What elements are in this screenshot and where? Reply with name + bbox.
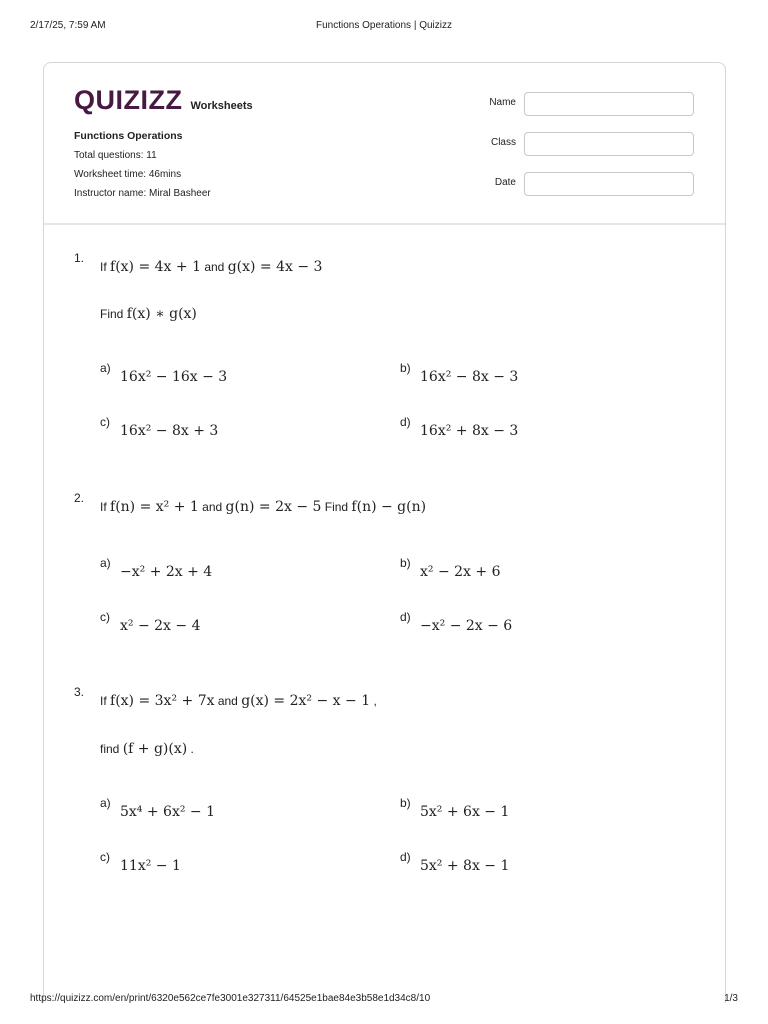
worksheet-header <box>44 63 725 225</box>
option-value: 5x⁴ + 6x² − 1 <box>120 804 215 820</box>
text-part: and <box>198 500 226 514</box>
print-header <box>30 20 738 34</box>
text-part: find <box>100 742 123 756</box>
option-value: 11x² − 1 <box>120 858 181 874</box>
math-part: f(x) = 3x² + 7x <box>110 693 215 709</box>
class-label: Class <box>490 137 516 148</box>
logo-wordmark: QUIZIZZ <box>74 85 183 115</box>
print-datetime: 2/17/25, 7:59 AM <box>30 20 106 31</box>
date-field-row <box>474 172 694 196</box>
option-label: c) <box>100 610 110 624</box>
option-value: 16x² + 8x − 3 <box>420 423 519 439</box>
math-part: f(x) = 4x + 1 <box>110 259 201 275</box>
instructor-name: Instructor name: Miral Basheer <box>74 188 211 199</box>
name-field-row <box>474 92 694 116</box>
option-label: a) <box>100 361 111 375</box>
question-text-line <box>100 306 197 322</box>
math-part: g(n) = 2x − 5 <box>225 499 322 515</box>
print-page-title: Functions Operations | Quizizz <box>316 20 452 31</box>
worksheet-title: Functions Operations <box>74 130 183 142</box>
option-label: a) <box>100 556 111 570</box>
class-field-row <box>474 132 694 156</box>
math-part: g(x) = 2x² − x − 1 <box>241 693 371 709</box>
question-number: 1. <box>74 251 85 265</box>
option-label: d) <box>400 610 411 624</box>
question-text-line <box>100 741 194 757</box>
name-field[interactable] <box>524 92 694 116</box>
option-label: c) <box>100 850 110 864</box>
math-part: f(n) − g(n) <box>351 499 427 515</box>
option-label: d) <box>400 415 411 429</box>
worksheet-meta <box>74 127 211 203</box>
text-part: . <box>187 742 194 756</box>
math-part: g(x) = 4x − 3 <box>227 259 323 275</box>
option-label: c) <box>100 415 110 429</box>
text-part: If <box>100 694 111 708</box>
print-footer <box>30 993 738 1007</box>
option-value: 16x² − 8x + 3 <box>120 423 219 439</box>
math-part: (f + g)(x) <box>122 741 188 757</box>
class-field[interactable] <box>524 132 694 156</box>
option-value: 16x² − 8x − 3 <box>420 369 519 385</box>
math-part: f(x) ∗ g(x) <box>126 306 197 322</box>
text-part: and <box>201 260 228 274</box>
math-part: f(n) = x² + 1 <box>110 499 199 515</box>
date-field[interactable] <box>524 172 694 196</box>
name-label: Name <box>489 97 516 108</box>
option-value: −x² + 2x + 4 <box>120 564 213 580</box>
text-part: and <box>214 694 242 708</box>
print-url: https://quizizz.com/en/print/6320e562ce7fe3001e327311/64525e1bae84e3b58e1d34c8/10 <box>30 993 431 1004</box>
option-value: 5x² + 8x − 1 <box>420 858 510 874</box>
worksheet <box>43 62 726 1003</box>
question-text-line <box>100 499 426 515</box>
worksheet-time: Worksheet time: 46mins <box>74 169 182 180</box>
question-text-line <box>100 693 377 709</box>
option-value: x² − 2x + 6 <box>420 564 501 580</box>
option-label: b) <box>400 361 411 375</box>
question-number: 2. <box>74 491 85 505</box>
question-number: 3. <box>74 685 85 699</box>
option-label: a) <box>100 796 111 810</box>
option-label: b) <box>400 796 411 810</box>
option-label: d) <box>400 850 411 864</box>
option-value: 16x² − 16x − 3 <box>120 369 228 385</box>
date-label: Date <box>494 177 516 188</box>
option-value: x² − 2x − 4 <box>120 618 201 634</box>
text-part: Find <box>100 307 127 321</box>
text-part: , <box>370 694 377 708</box>
text-part: If <box>100 260 111 274</box>
option-value: −x² − 2x − 6 <box>420 618 513 634</box>
option-value: 5x² + 6x − 1 <box>420 804 510 820</box>
text-part: Find <box>321 500 352 514</box>
option-label: b) <box>400 556 411 570</box>
page-indicator: 1/3 <box>724 993 738 1004</box>
quizizz-logo <box>74 85 253 116</box>
question-text-line <box>100 259 322 275</box>
logo-subtitle: Worksheets <box>190 100 253 112</box>
text-part: If <box>100 500 111 514</box>
total-questions: Total questions: 11 <box>74 150 157 161</box>
